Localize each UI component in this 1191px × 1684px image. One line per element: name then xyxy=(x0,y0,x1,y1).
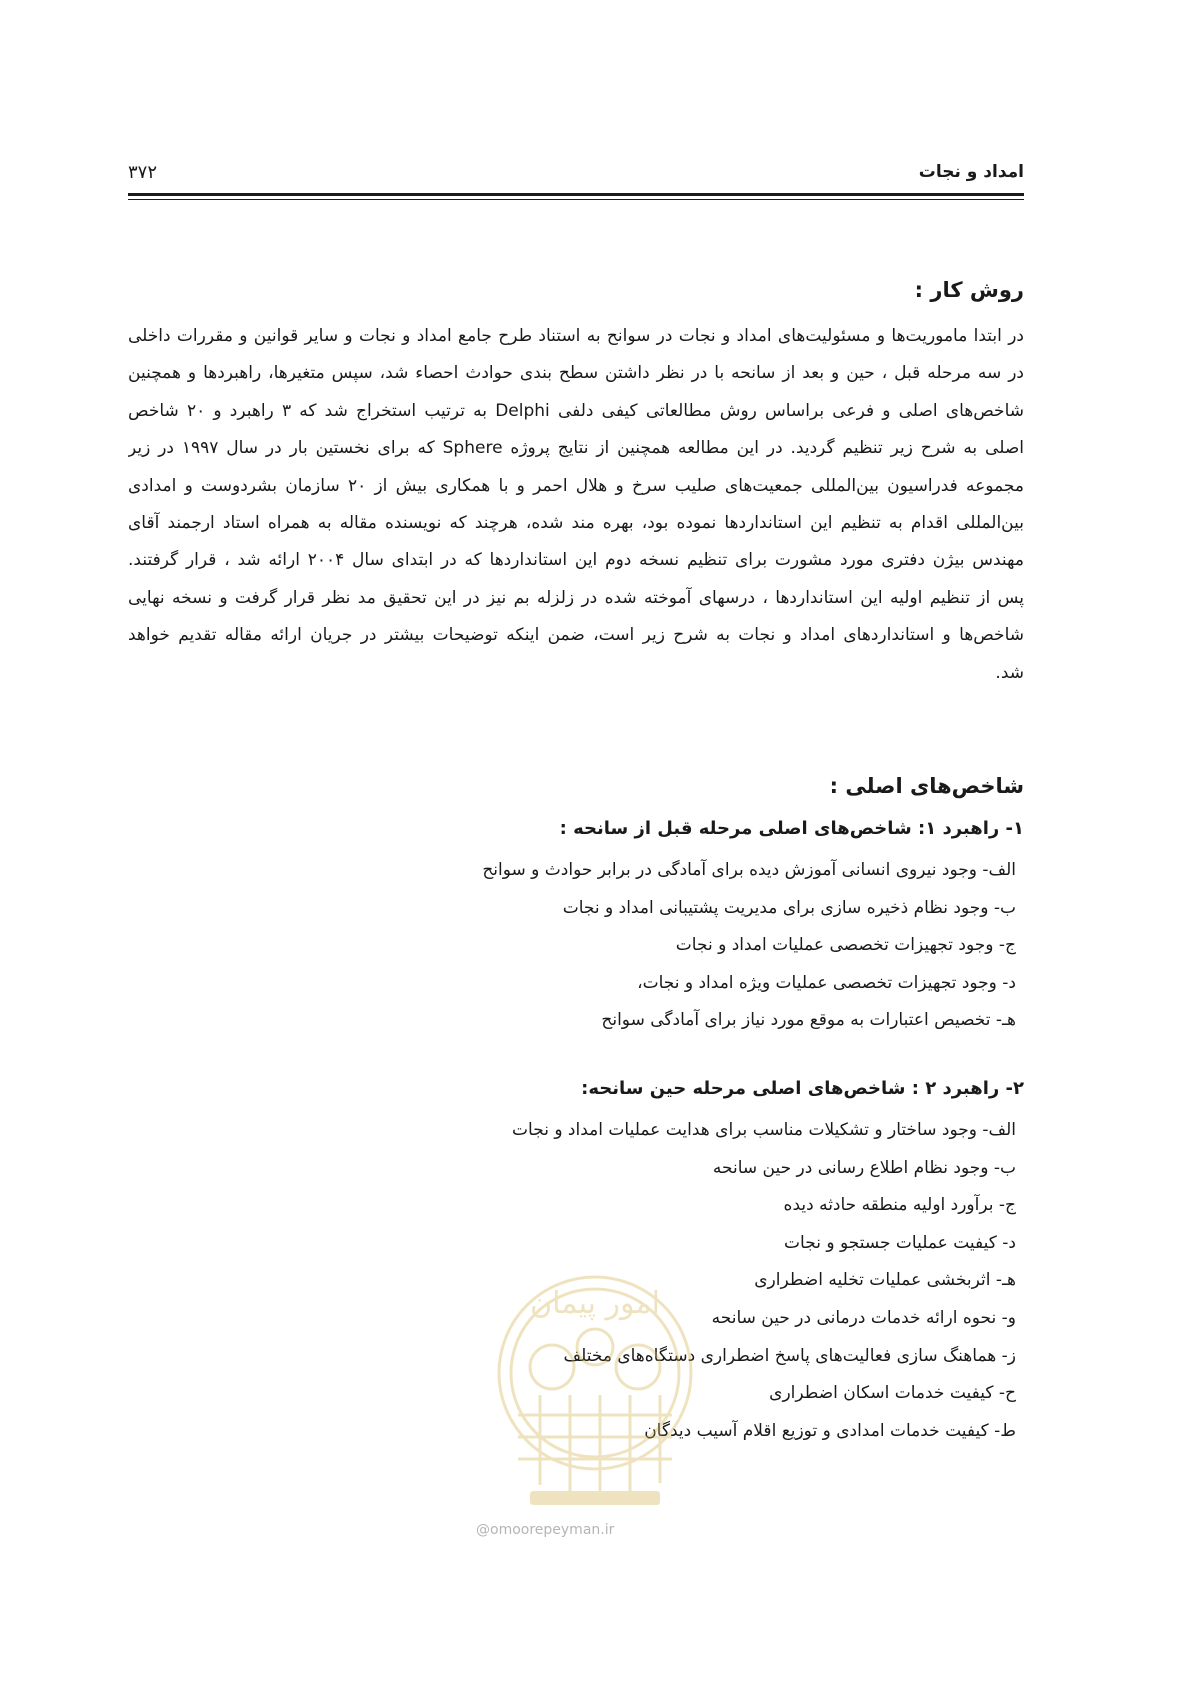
list-item: و- نحوه ارائه خدمات درمانی در حین سانحه xyxy=(711,1307,1016,1328)
indicators-heading: شاخص‌های اصلی : xyxy=(829,774,1024,798)
strategy-1-list xyxy=(482,852,1016,1040)
list-item: هـ- تخصیص اعتبارات به موقع مورد نیاز برای آمادگی سوانح xyxy=(601,1010,1016,1031)
list-item: ب- وجود نظام اطلاع رسانی در حین سانحه xyxy=(712,1157,1016,1178)
paragraph-line: در ابتدا ماموریت‌ها و مسئولیت‌های امداد و نجات در سوانح به استناد طرح جامع امداد و نجات و سایر قوانین و مقررات داخلی xyxy=(128,326,1024,346)
stamp-lettering: امور پیمان xyxy=(530,1286,660,1321)
header-rule-thick xyxy=(128,193,1024,196)
paragraph-line: اصلی به شرح زیر تنظیم گردید. در این مطالعه همچنین از نتایج پروژه Sphere که برای نخستین بار در سال ۱۹۹۷ در زیر xyxy=(128,438,1024,459)
paragraph-line: بین‌المللی اقدام به تنظیم این استانداردها نموده بود، بهره مند شده، هرچند که نویسنده مقاله به همراه استاد ارجمند آقای xyxy=(128,512,1024,533)
header-rule-thin xyxy=(128,199,1024,200)
list-item: ج- برآورد اولیه منطقه حادثه دیده xyxy=(783,1195,1016,1216)
watermark-stamp xyxy=(490,1255,700,1520)
list-item: هـ- اثربخشی عملیات تخلیه اضطراری xyxy=(754,1270,1016,1291)
list-item: د- کیفیت عملیات جستجو و نجات xyxy=(784,1232,1016,1253)
paragraph-line: شاخص‌ها و استانداردهای امداد و نجات به شرح زیر است، ضمن اینکه توضیحات بیشتر در جریان ارائه مقاله تقدیم خواهد xyxy=(128,625,1024,646)
list-item: ب- وجود نظام ذخیره سازی برای مدیریت پشتیبانی امداد و نجات xyxy=(562,897,1016,918)
paragraph-line: مهندس بیژن دفتری مورد مشورت برای تنظیم نسخه دوم این استانداردها که در ابتدای سال ۲۰۰۴ ارائه شد ، قرار گرفتند. xyxy=(128,550,1024,571)
paragraph-line: شد. xyxy=(995,662,1024,683)
method-heading: روش کار : xyxy=(914,278,1024,302)
list-item: الف- وجود ساختار و تشکیلات مناسب برای هدایت عملیات امداد و نجات xyxy=(512,1120,1016,1140)
strategy-1-title: ۱- راهبرد ۱: شاخص‌های اصلی مرحله قبل از سانحه : xyxy=(559,818,1024,839)
paragraph-line: مجموعه فدراسیون بین‌المللی جمعیت‌های صلیب سرخ و هلال احمر و با همکاری بیش از ۲۰ سازمان بشردوست و امدادی xyxy=(128,475,1024,496)
list-item: د- وجود تجهیزات تخصصی عملیات ویژه امداد و نجات، xyxy=(637,972,1016,993)
method-paragraph xyxy=(128,318,1024,692)
list-item: الف- وجود نیروی انسانی آموزش دیده برای آمادگی در برابر حوادث و سوانح xyxy=(482,860,1016,880)
paragraph-line: پس از تنظیم اولیه این استانداردها ، درسهای آموخته شده در زلزله بم نیز در این تحقیق مد نظر قرار گرفت و نسخه نهایی xyxy=(128,587,1024,608)
watermark-url: @omoorepeyman.ir xyxy=(476,1522,615,1538)
paragraph-line: در سه مرحله قبل ، حین و بعد از سانحه با در نظر داشتن سطح بندی حوادث احصاء شد، سپس متغیرها، راهبردها و همچنین xyxy=(128,363,1024,384)
list-item: ج- وجود تجهیزات تخصصی عملیات امداد و نجات xyxy=(675,935,1016,956)
header-title: امداد و نجات xyxy=(918,162,1024,182)
paragraph-line: شاخص‌های اصلی و فرعی براساس روش مطالعاتی کیفی دلفی Delphi به ترتیب استخراج شد که ۳ راهبرد و ۲۰ شاخص xyxy=(128,400,1024,421)
strategy-2-title: ۲- راهبرد ۲ : شاخص‌های اصلی مرحله حین سانحه: xyxy=(581,1078,1024,1099)
list-item: ح- کیفیت خدمات اسکان اضطراری xyxy=(769,1383,1016,1404)
page-number: ۳۷۲ xyxy=(128,162,158,183)
list-item: ز- هماهنگ سازی فعالیت‌های پاسخ اضطراری دستگاه‌های مختلف xyxy=(563,1345,1016,1366)
stamp-logo-icon xyxy=(490,1255,700,1520)
list-item: ط- کیفیت خدمات امدادی و توزیع اقلام آسیب دیدگان xyxy=(644,1420,1016,1441)
